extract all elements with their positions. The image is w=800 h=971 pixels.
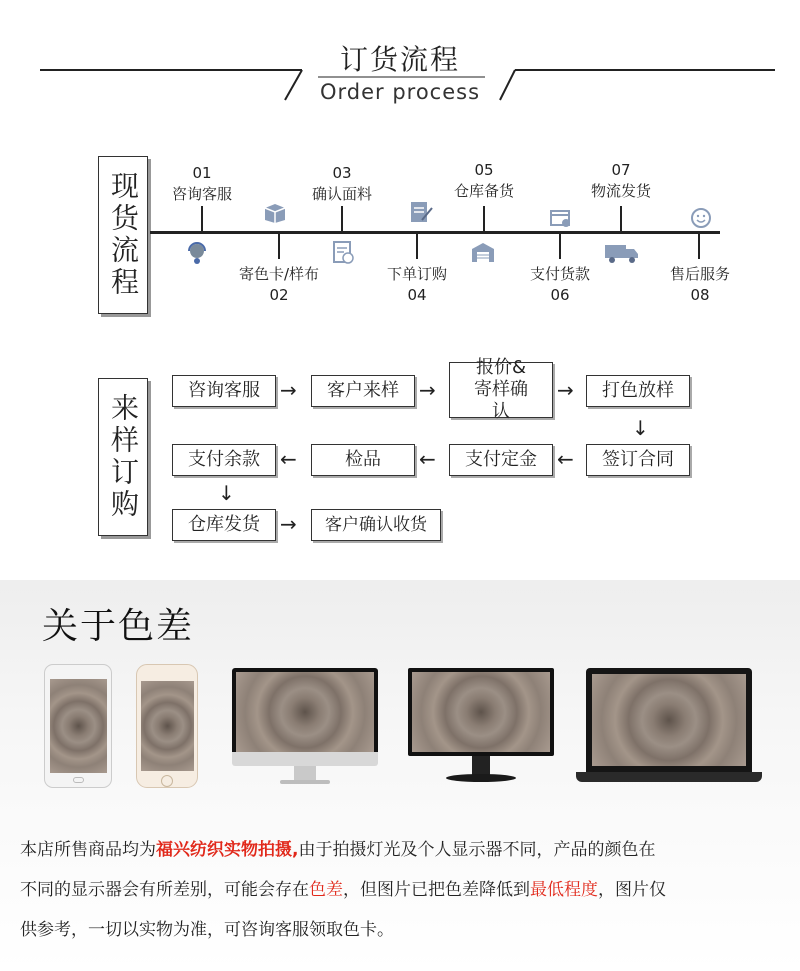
smiley-icon xyxy=(688,206,714,230)
step-03: 03 确认面料 xyxy=(311,164,372,203)
step-06: 支付货款 06 xyxy=(529,265,590,304)
flow-contract: 签订合同 xyxy=(586,444,690,476)
color-difference-title: 关于色差 xyxy=(42,606,195,647)
arrow-right-icon: → xyxy=(419,378,436,402)
headset-icon xyxy=(184,240,210,264)
arrow-right-icon: → xyxy=(280,378,297,402)
fabric-screen xyxy=(141,681,194,771)
color-difference-text xyxy=(20,830,790,950)
timeline-tick xyxy=(416,231,418,259)
timeline-tick xyxy=(698,231,700,259)
arrow-right-icon: → xyxy=(557,378,574,402)
document-check-icon xyxy=(330,240,356,264)
sample-flow-label: 来样订购 xyxy=(107,393,140,521)
warehouse-icon xyxy=(470,240,496,264)
timeline-tick xyxy=(559,231,561,259)
timeline-line xyxy=(150,231,720,234)
step-02: 寄色卡/样布 02 xyxy=(238,265,320,304)
sample-flow-label-box xyxy=(98,378,148,536)
header-lines xyxy=(0,0,800,120)
phone-gold-image xyxy=(136,664,198,788)
step-05: 05 仓库备货 xyxy=(453,161,514,200)
text-line-2: 不同的显示器会有所差别，可能会存在色差，但图片已把色差降低到最低程度，图片仅 xyxy=(20,880,666,900)
flow-balance: 支付余款 xyxy=(172,444,276,476)
flow-consult: 咨询客服 xyxy=(172,375,276,407)
imac-image xyxy=(232,668,378,790)
text-line-3: 供参考，一切以实物为准，可咨询客服领取色卡。 xyxy=(20,920,394,940)
flow-quote: 报价&寄样确认 xyxy=(449,362,553,418)
flow-confirm: 客户确认收货 xyxy=(311,509,441,541)
step-01: 01 咨询客服 xyxy=(171,164,232,203)
laptop-image xyxy=(576,668,762,790)
highlight-color-diff: 色差 xyxy=(309,880,343,900)
header xyxy=(0,0,800,120)
step-04: 下单订购 04 xyxy=(386,265,447,304)
timeline-tick xyxy=(620,206,622,234)
stock-flow-label-box xyxy=(98,156,148,314)
monitor-image xyxy=(408,668,554,788)
stock-flow-label: 现货流程 xyxy=(107,171,140,299)
timeline-tick xyxy=(201,206,203,234)
order-form-icon xyxy=(408,200,434,224)
timeline-tick xyxy=(278,231,280,259)
highlight-brand: 福兴纺织实物拍摄, xyxy=(156,840,299,860)
timeline-tick xyxy=(341,206,343,234)
fabric-screen xyxy=(50,679,107,773)
fabric-screen xyxy=(412,672,550,752)
arrow-left-icon: ← xyxy=(419,447,436,471)
highlight-lowest: 最低程度 xyxy=(530,880,598,900)
phone-white-image xyxy=(44,664,112,788)
flow-inspect: 检品 xyxy=(311,444,415,476)
step-07: 07 物流发货 xyxy=(590,161,651,200)
flow-ship: 仓库发货 xyxy=(172,509,276,541)
flow-deposit: 支付定金 xyxy=(449,444,553,476)
arrow-right-icon: → xyxy=(280,512,297,536)
payment-icon xyxy=(548,206,574,230)
step-08: 售后服务 08 xyxy=(669,265,730,304)
package-icon xyxy=(262,200,288,224)
timeline-tick xyxy=(483,206,485,234)
arrow-down-icon: ↓ xyxy=(218,481,235,505)
truck-icon xyxy=(604,240,640,264)
text-line-1: 本店所售商品均为福兴纺织实物拍摄,由于拍摄灯光及个人显示器不同，产品的颜色在 xyxy=(20,840,656,860)
arrow-down-icon: ↓ xyxy=(632,416,649,440)
page-subtitle: Order process xyxy=(319,80,481,104)
arrow-left-icon: ← xyxy=(557,447,574,471)
arrow-left-icon: ← xyxy=(280,447,297,471)
flow-customer-sample: 客户来样 xyxy=(311,375,415,407)
fabric-screen xyxy=(236,672,374,752)
fabric-screen xyxy=(592,674,746,766)
flow-color-sample: 打色放样 xyxy=(586,375,690,407)
page-title: 订货流程 xyxy=(339,43,460,76)
